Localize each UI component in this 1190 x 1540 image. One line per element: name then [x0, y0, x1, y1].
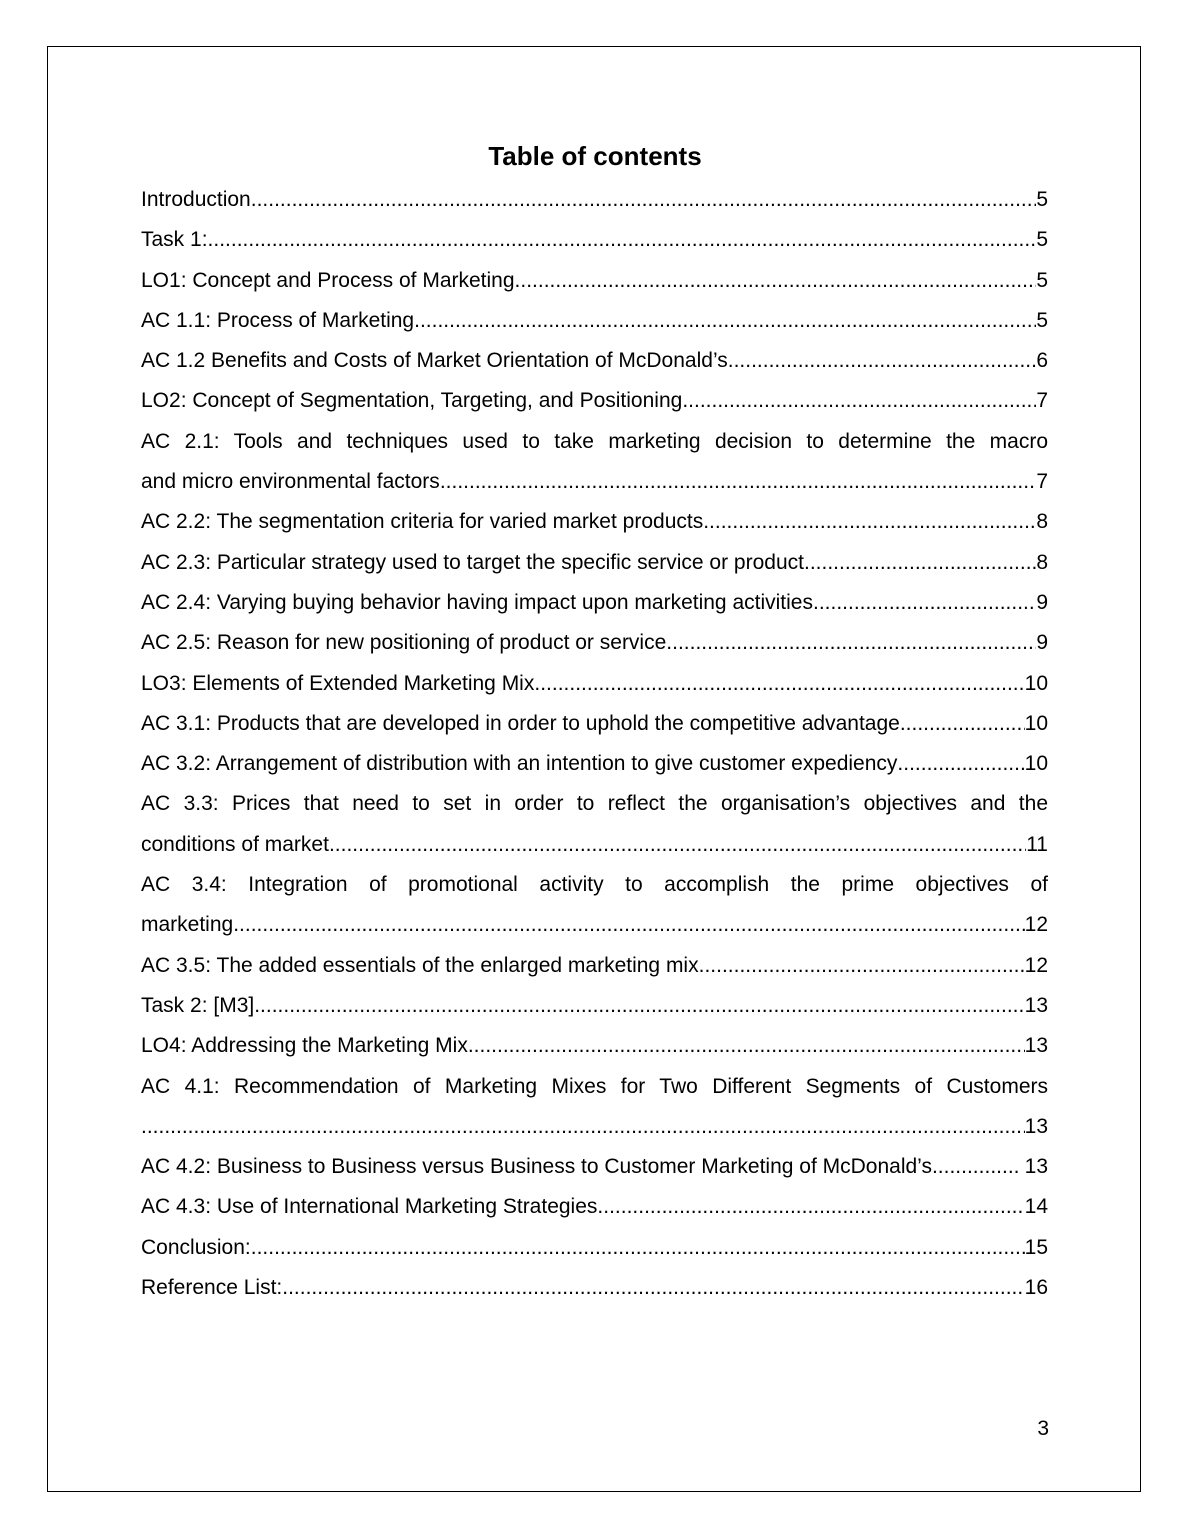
toc-entry-lo4[interactable]: LO4: Addressing the Marketing Mix ..... 13 — [141, 1026, 1048, 1066]
dot-leader — [597, 1187, 1024, 1227]
toc-entry-ac-4-1[interactable]: AC 4.1: Recommendation of Marketing Mixes for Two Different Segments of Customers ..... 13 — [141, 1067, 1048, 1148]
page-number: 3 — [1037, 1417, 1049, 1440]
toc-title: Table of contents — [488, 141, 702, 171]
toc-entry-ac-3-2[interactable]: AC 3.2: Arrangement of distribution with an intention to give customer expediency ..... 10 — [141, 744, 1048, 784]
toc-entry-ac-3-1[interactable]: AC 3.1: Products that are developed in order to uphold the competitive advantage ..... 10 — [141, 704, 1048, 744]
toc-entry-ac-2-4[interactable]: AC 2.4: Varying buying behavior having impact upon marketing activities ..... 9 — [141, 583, 1048, 623]
toc-entry-lo3[interactable]: LO3: Elements of Extended Marketing Mix ..... 10 — [141, 664, 1048, 704]
dot-leader — [141, 1107, 1025, 1147]
toc-entry-lo1[interactable]: LO1: Concept and Process of Marketing ..... 5 — [141, 261, 1048, 301]
toc-entry-reference-list[interactable]: Reference List: ..... 16 — [141, 1268, 1048, 1308]
toc-entry-ac-4-3[interactable]: AC 4.3: Use of International Marketing Strategies ..... 14 — [141, 1187, 1048, 1227]
dot-leader — [208, 220, 1037, 260]
toc-entry-ac-1-2[interactable]: AC 1.2 Benefits and Costs of Market Orientation of McDonald’s ..... 6 — [141, 341, 1048, 381]
dot-leader — [804, 543, 1036, 583]
table-of-contents — [141, 180, 1048, 1308]
toc-entry-task-2[interactable]: Task 2: [M3] ..... 13 — [141, 986, 1048, 1026]
toc-entry-introduction[interactable]: Introduction ..... 5 — [141, 180, 1048, 220]
dot-leader — [666, 623, 1036, 663]
toc-entry-line-1: AC 3.3: Prices that need to set in order to reflect the organisation’s objectives and the — [141, 792, 1048, 816]
dot-leader — [932, 1147, 1020, 1187]
dot-leader — [251, 1228, 1025, 1268]
toc-entry-ac-2-2[interactable]: AC 2.2: The segmentation criteria for varied market products ..... 8 — [141, 502, 1048, 542]
dot-leader — [251, 180, 1037, 220]
dot-leader — [703, 502, 1036, 542]
dot-leader — [897, 744, 1024, 784]
toc-entry-ac-1-1[interactable]: AC 1.1: Process of Marketing ..... 5 — [141, 301, 1048, 341]
toc-entry-line-1: AC 2.1: Tools and techniques used to take marketing decision to determine the macro — [141, 429, 1048, 453]
dot-leader — [254, 986, 1024, 1026]
dot-leader — [900, 704, 1025, 744]
toc-entry-ac-3-4[interactable]: AC 3.4: Integration of promotional activity to accomplish the prime objectives of marketing ..... 12 — [141, 865, 1048, 946]
dot-leader — [329, 825, 1026, 865]
dot-leader — [414, 301, 1036, 341]
dot-leader — [699, 946, 1025, 986]
toc-entry-ac-2-3[interactable]: AC 2.3: Particular strategy used to target the specific service or product ..... 8 — [141, 543, 1048, 583]
toc-entry-line-1: AC 3.4: Integration of promotional activity to accomplish the prime objectives of — [141, 873, 1048, 897]
dot-leader — [233, 905, 1024, 945]
toc-entry-ac-3-5[interactable]: AC 3.5: The added essentials of the enlarged marketing mix ..... 12 — [141, 946, 1048, 986]
toc-entry-ac-2-5[interactable]: AC 2.5: Reason for new positioning of product or service ..... 9 — [141, 623, 1048, 663]
toc-entry-line-2: marketing — [141, 913, 234, 937]
dot-leader — [468, 1026, 1025, 1066]
toc-entry-ac-2-1[interactable]: AC 2.1: Tools and techniques used to take marketing decision to determine the macro and micro environmental factors ..... 7 — [141, 422, 1048, 503]
dot-leader — [282, 1268, 1024, 1308]
toc-entry-task-1[interactable]: Task 1: ..... 5 — [141, 220, 1048, 260]
toc-entry-line-2: conditions of market — [141, 832, 329, 856]
dot-leader — [534, 664, 1024, 704]
toc-entry-line-2: and micro environmental factors — [141, 470, 440, 494]
toc-entry-ac-3-3[interactable]: AC 3.3: Prices that need to set in order to reflect the organisation’s objectives and the conditions of market ..... 11 — [141, 784, 1048, 865]
dot-leader — [813, 583, 1036, 623]
toc-entry-conclusion[interactable]: Conclusion: ..... 15 — [141, 1228, 1048, 1268]
toc-entry-ac-4-2[interactable]: AC 4.2: Business to Business versus Business to Customer Marketing of McDonald’s ..... 13 — [141, 1147, 1048, 1187]
dot-leader — [515, 261, 1037, 301]
dot-leader — [728, 341, 1037, 381]
toc-entry-lo2[interactable]: LO2: Concept of Segmentation, Targeting, and Positioning ..... 7 — [141, 381, 1048, 421]
dot-leader — [682, 381, 1036, 421]
dot-leader — [440, 462, 1037, 502]
toc-entry-line-1: AC 4.1: Recommendation of Marketing Mixes for Two Different Segments of Customers — [141, 1074, 1048, 1098]
